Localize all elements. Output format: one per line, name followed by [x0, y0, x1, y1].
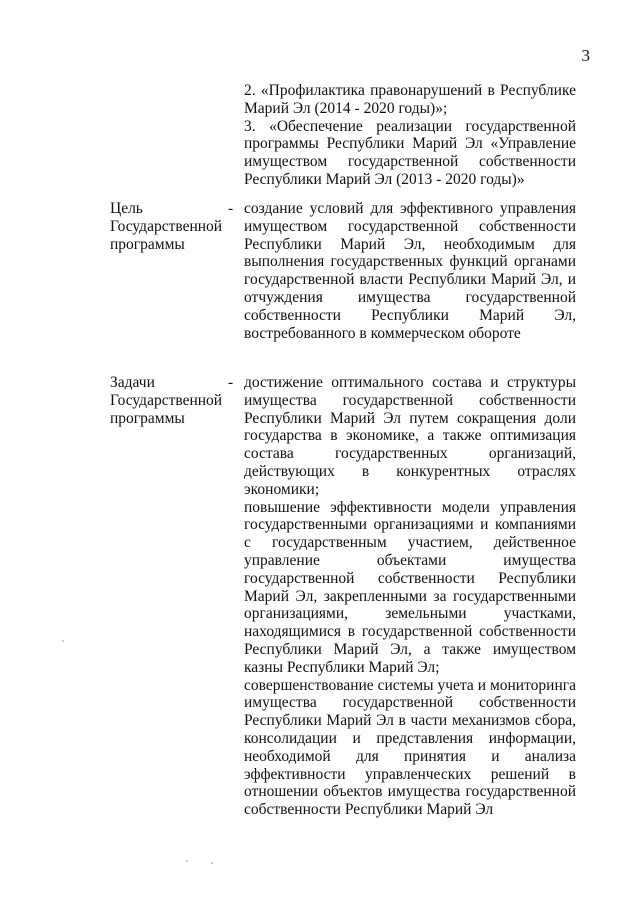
list-item: 3. «Обеспечение реализации государственной программы Республики Марий Эл «Управление имуществом государственной собственности Республики Марий Эл (2013 - 2020 годы)» — [244, 117, 576, 188]
label-line: Государственной — [110, 217, 223, 235]
dash-separator: - — [228, 374, 234, 391]
label-line: Государственной — [110, 391, 223, 409]
label-line: программы — [110, 235, 185, 253]
program-list-continuation — [244, 82, 576, 189]
paragraph: повышение эффективности модели управления государственными организациями и компаниями с государственным участием, действенное управление объектами имущества государственной собственности Республики Марий Эл, закрепленными за государственными организациями, земельными участками, находящимися в государственной собственности Республики Марий Эл, а также имуществом казны Республики Марий Эл; — [244, 498, 576, 676]
list-item: 2. «Профилактика правонарушений в Республике Марий Эл (2014 - 2020 годы)»; — [244, 82, 576, 117]
paragraph: создание условий для эффективного управления имуществом государственной собственности Республики Марий Эл, необходимым для выполнения государственных функций органами государственной власти Республики Марий Эл, и отчуждения имущества государственной собственности Республики Марий Эл, востребованного в коммерческом обороте — [244, 200, 576, 342]
scan-speck — [62, 640, 64, 642]
dash-separator: - — [228, 200, 234, 217]
label-line: программы — [110, 409, 185, 427]
scan-speck — [186, 860, 188, 862]
tasks-label — [110, 374, 230, 427]
goal-label — [110, 200, 230, 253]
scan-speck — [211, 862, 213, 864]
label-line: Цель — [110, 200, 143, 217]
paragraph: достижение оптимального состава и структуры имущества государственной собственности Республики Марий Эл путем сокращения доли государства в экономике, а также оптимизация состава государственных организаций, действующих в конкурентных отраслях экономики; — [244, 374, 576, 498]
label-line: Задачи — [110, 374, 155, 391]
goal-text — [244, 200, 576, 342]
page-number: 3 — [581, 46, 590, 65]
tasks-text — [244, 374, 576, 819]
paragraph: совершенствование системы учета и мониторинга имущества государственной собственности Республики Марий Эл в части механизмов сбора, консолидации и представления информации, необходимой для принятия и анализа эффективности управленческих решений в отношении объектов имущества государственной собственности Республики Марий Эл — [244, 676, 576, 819]
